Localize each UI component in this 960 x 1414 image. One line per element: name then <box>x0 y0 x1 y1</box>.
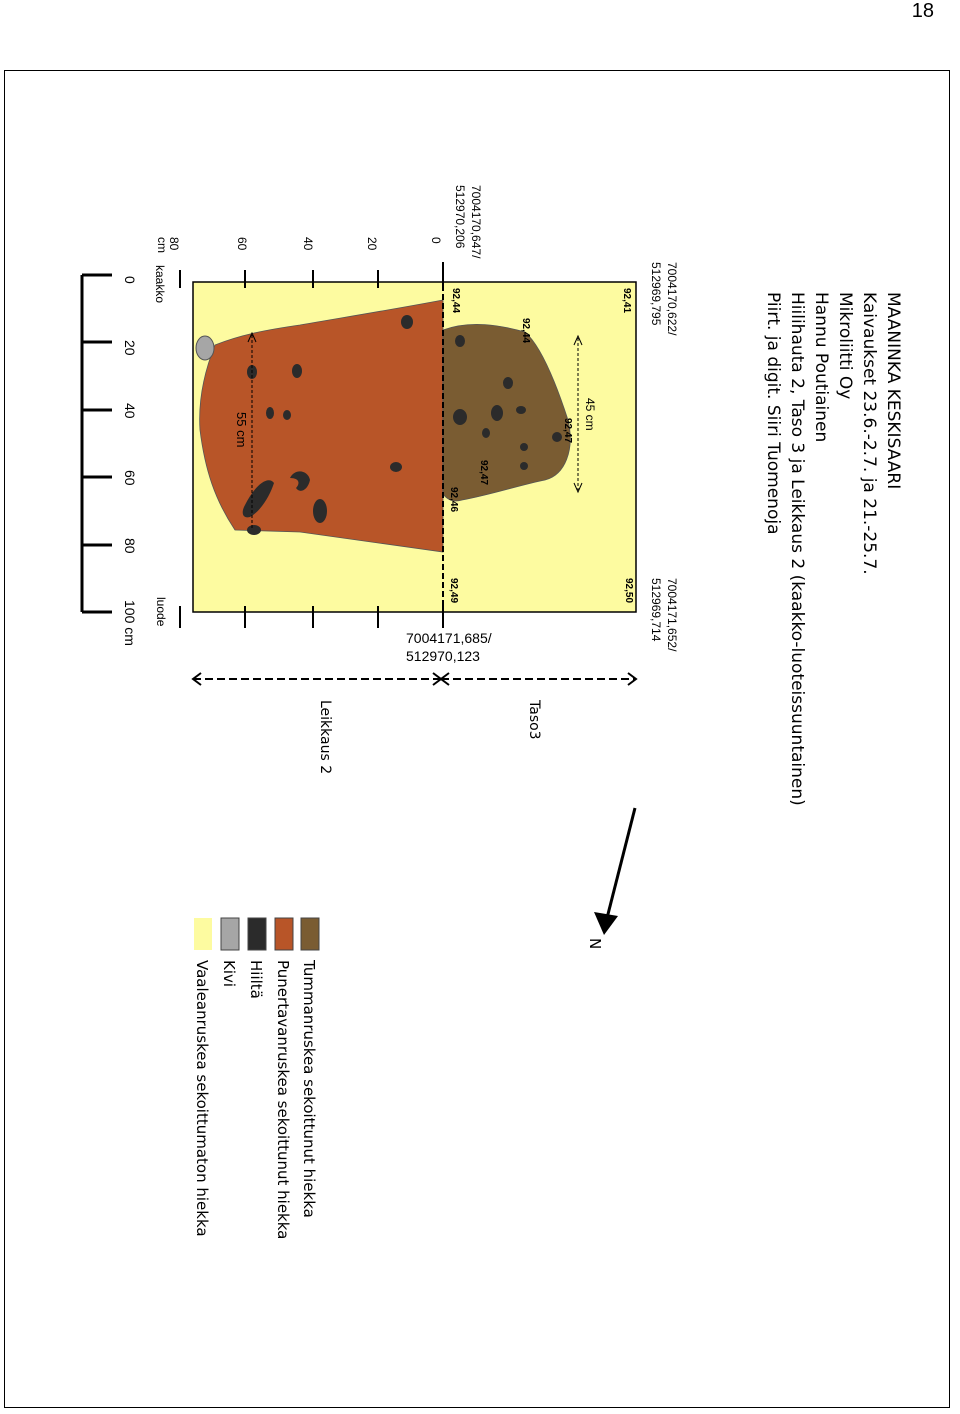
scale-label-20: 20 <box>122 340 138 356</box>
coord-section-left-1: 7004170,647/ <box>469 185 483 259</box>
scale-label-100: 100 cm <box>122 600 138 646</box>
legend-label-charcoal: Hiiltä <box>247 960 265 999</box>
coord-top-left-1: 7004170,622/ <box>665 262 679 336</box>
coord-top-right-1: 7004171,652/ <box>665 578 679 652</box>
direction-luode: luode <box>154 597 168 627</box>
legend-swatch-reddish-brown <box>275 918 293 950</box>
title-line-6: Piirt. ja digit. Siiri Tuomenoja <box>763 292 783 535</box>
depth-label-0: 0 <box>429 237 443 244</box>
label-taso3: Taso3 <box>526 700 542 740</box>
label-leikkaus2: Leikkaus 2 <box>317 700 333 775</box>
extent-arrows <box>193 673 636 685</box>
scale-label-40: 40 <box>122 403 138 419</box>
depth-label-20: 20 <box>365 237 379 251</box>
page-number: 18 <box>911 0 934 22</box>
depth-label-40: 40 <box>301 237 315 251</box>
elevation-8: 92,49 <box>448 578 459 604</box>
title-line-3: Mikroliitti Oy <box>835 292 855 400</box>
legend-label-reddish-brown: Punertavanruskea sekoittunut hiekka <box>274 960 292 1240</box>
legend-label-light-sand: Vaaleanruskea sekoittumaton hiekka <box>193 960 211 1237</box>
coord-section-left-2: 512970,206 <box>453 185 467 249</box>
scale-bar <box>82 275 112 612</box>
title-line-5: Hiilihauta 2, Taso 3 ja Leikkaus 2 (kaakko-luoteissuuntainen) <box>787 292 807 806</box>
scale-label-60: 60 <box>122 470 138 486</box>
elevation-2: 92,44 <box>450 288 461 314</box>
scale-label-80: 80 <box>122 538 138 554</box>
title-block <box>763 292 903 806</box>
elevation-3: 92,44 <box>520 318 531 344</box>
elevation-7: 92,50 <box>623 578 634 604</box>
elevation-1: 92,41 <box>621 288 632 314</box>
coord-section-right-1: 7004171,685/ <box>406 630 492 646</box>
depth-label-80: 80 <box>167 237 181 251</box>
elevation-5: 92,47 <box>478 460 489 486</box>
legend-label-dark-brown: Tummanruskea sekoittunut hiekka <box>300 960 318 1218</box>
elevation-6: 92,46 <box>448 487 459 513</box>
legend-swatch-charcoal <box>248 918 266 950</box>
coord-section-right-2: 512970,123 <box>406 648 480 664</box>
north-label: N <box>586 938 604 950</box>
stone <box>196 336 214 360</box>
scale-bar-labels <box>122 276 138 646</box>
legend-swatch-light-sand <box>194 918 212 950</box>
depth-unit-label: cm <box>155 237 169 253</box>
title-line-2: Kaivaukset 23.6.-2.7. ja 21.-25.7. <box>859 292 879 575</box>
title-line-4: Hannu Poutiainen <box>811 292 831 443</box>
legend <box>193 918 319 1239</box>
legend-swatch-dark-brown <box>301 918 319 950</box>
legend-swatch-stone <box>221 918 239 950</box>
measure-45cm: 45 cm <box>583 398 597 431</box>
scale-label-0: 0 <box>122 276 138 284</box>
coord-top-right-2: 512969,714 <box>649 578 663 642</box>
measure-55cm: 55 cm <box>234 412 249 448</box>
depth-label-60: 60 <box>235 237 249 251</box>
north-arrow <box>586 808 635 949</box>
coord-top-left-2: 512969,795 <box>649 262 663 326</box>
title-line-1: MAANINKA KESKISAARI <box>883 292 903 490</box>
legend-label-stone: Kivi <box>220 960 238 988</box>
direction-kaakko: kaakko <box>153 265 167 304</box>
elevation-4: 92,47 <box>562 418 573 444</box>
